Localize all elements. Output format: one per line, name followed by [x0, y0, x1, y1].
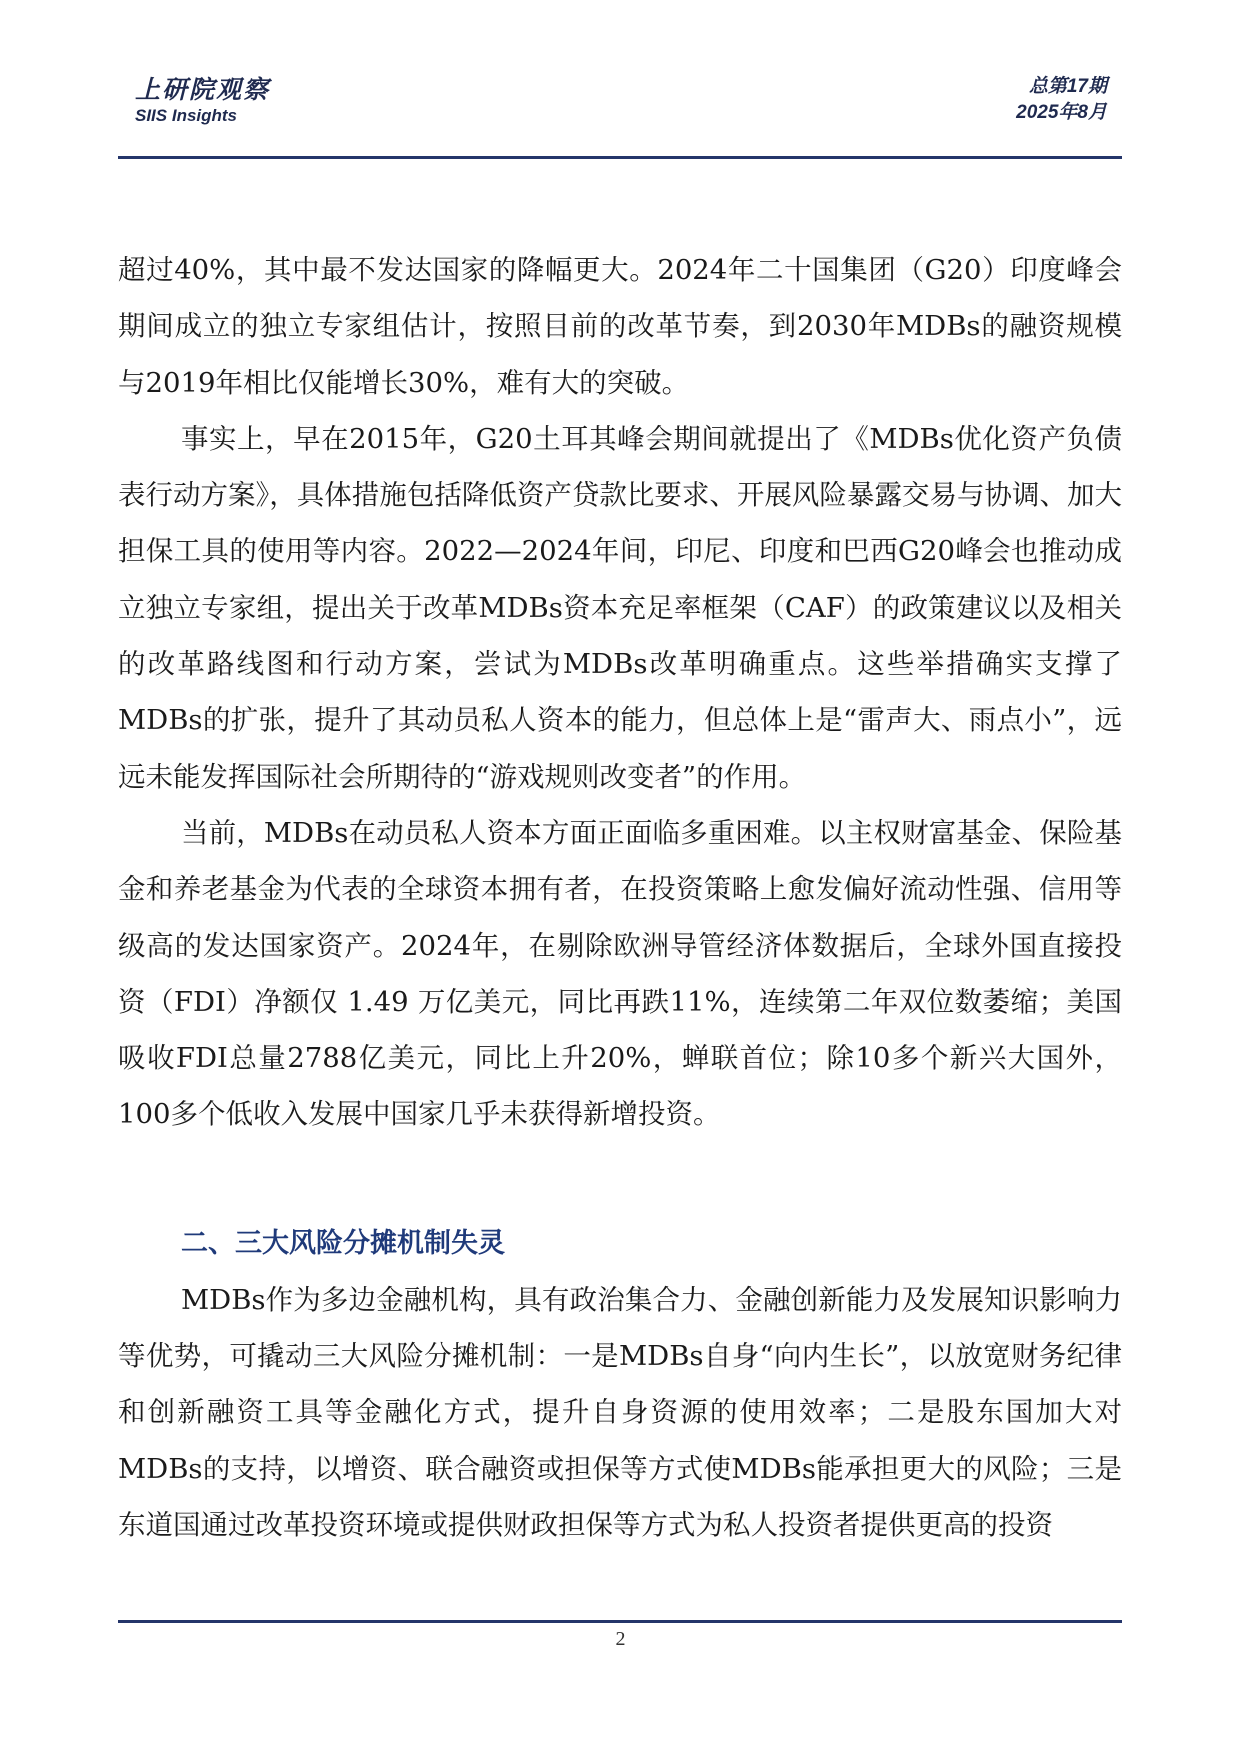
body-text [118, 242, 1122, 1553]
footer-divider [118, 1620, 1122, 1623]
logo [135, 76, 270, 126]
page-number: 2 [615, 1628, 626, 1650]
issue-date: 2025年8月 [1016, 102, 1107, 123]
paragraph-3: 当前，MDBs在动员私人资本方面正面临多重困难。以主权财富基金、保险基金和养老基金为代表的全球资本拥有者，在投资策略上愈发偏好流动性强、信用等级高的发达国家资产。2024年，在剔除欧洲导管经济体数据后，全球外国直接投资（FDI）净额仅 1.49 万亿美元，同比再跌11%，连续第二年双位数萎缩；美国吸收FDI总量2788亿美元，同比上升20%，蝉联首位；除10多个新兴大国外，100多个低收入发展中国家几乎未获得新增投资。 [118, 816, 1122, 1131]
section-heading: 二、三大风险分摊机制失灵 [181, 1227, 505, 1259]
issue-info [1016, 74, 1107, 126]
issue-number: 总第17期 [1028, 76, 1107, 97]
paragraph-1: 超过40%，其中最不发达国家的降幅更大。2024年二十国集团（G20）印度峰会期间成立的独立专家组估计，按照目前的改革节奏，到2030年MDBs的融资规模与2019年相比仅能增长30%，难有大的突破。 [118, 254, 1122, 399]
logo-chinese: 上研院观察 [135, 75, 271, 104]
paragraph-4: MDBs作为多边金融机构，具有政治集合力、金融创新能力及发展知识影响力等优势，可撬动三大风险分摊机制：一是MDBs自身“向内生长”，以放宽财务纪律和创新融资工具等金融化方式，提升自身资源的使用效率；二是股东国加大对MDBs的支持，以增资、联合融资或担保等方式使MDBs能承担更大的风险；三是东道国通过改革投资环境或提供财政担保等方式为私人投资者提供更高的投资 [118, 1283, 1122, 1541]
logo-english: SIIS Insights [135, 106, 238, 125]
section-gap [118, 1143, 1122, 1216]
header-divider [118, 156, 1122, 159]
paragraph-2: 事实上，早在2015年，G20土耳其峰会期间就提出了《MDBs优化资产负债表行动方案》，具体措施包括降低资产贷款比要求、开展风险暴露交易与协调、加大担保工具的使用等内容。2022—2024年间，印尼、印度和巴西G20峰会也推动成立独立专家组，提出关于改革MDBs资本充足率框架（CAF）的政策建议以及相关的改革路线图和行动方案，尝试为MDBs改革明确重点。这些举措确实支撑了MDBs的扩张，提升了其动员私人资本的能力，但总体上是“雷声大、雨点小”，远远未能发挥国际社会所期待的“游戏规则改变者”的作用。 [118, 422, 1122, 793]
